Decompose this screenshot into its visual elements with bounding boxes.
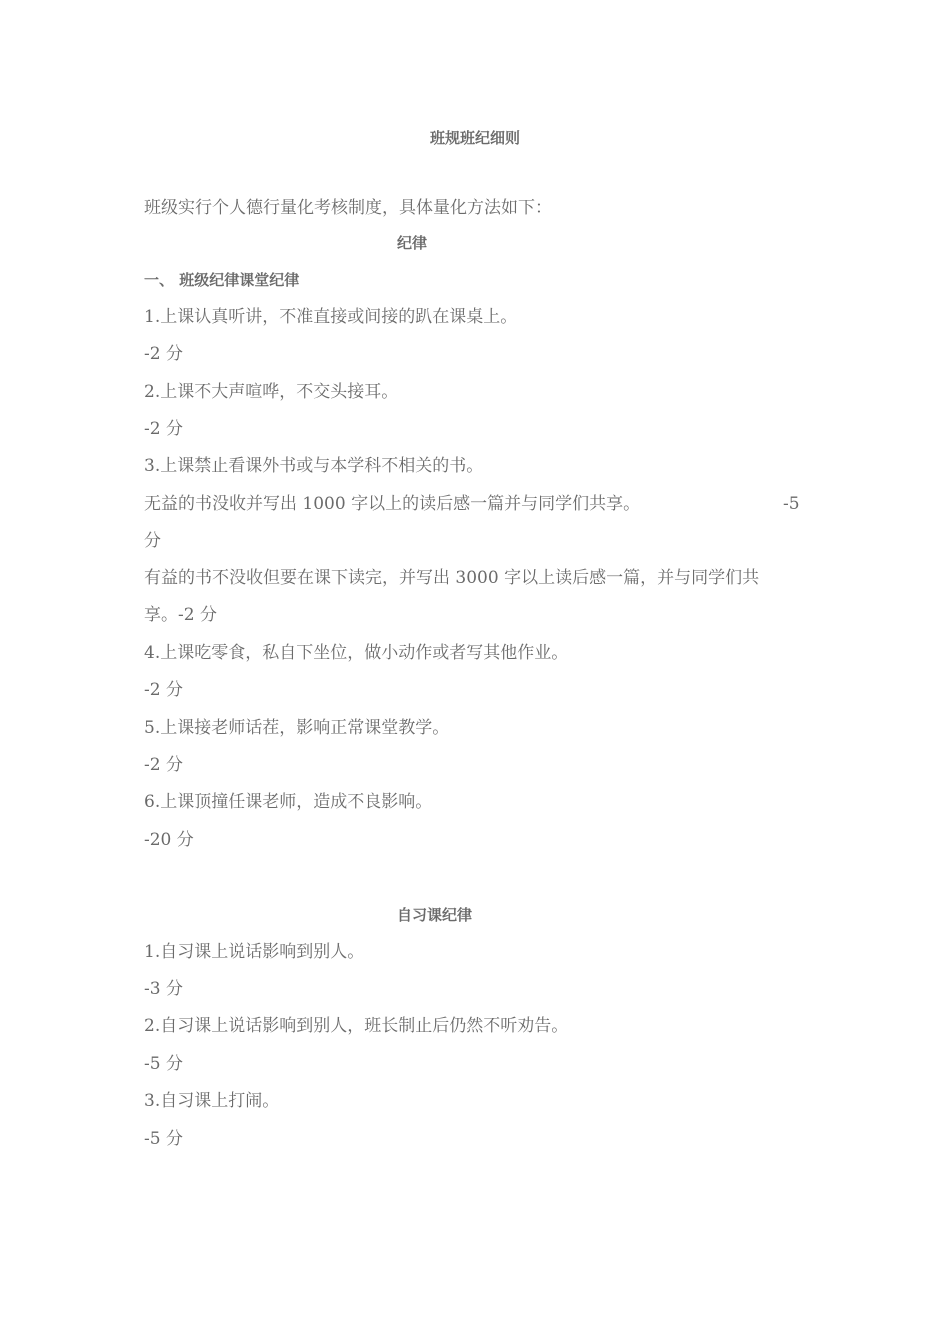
- rule-score: -2 分: [144, 755, 183, 775]
- rule-text: 享。-2 分: [144, 605, 217, 625]
- rule-score: -5 分: [144, 1129, 183, 1149]
- rule-score: 分: [144, 531, 161, 551]
- rule-score: -2 分: [144, 680, 183, 700]
- section-heading-discipline: 纪律: [397, 234, 428, 252]
- rule-score: -2 分: [144, 344, 183, 364]
- document-title: 班规班纪细则: [429, 129, 520, 147]
- rule-text: 1.自习课上说话影响到别人。: [144, 942, 365, 962]
- subsection-heading-class: 一、 班级纪律课堂纪律: [144, 271, 300, 289]
- rule-text: 1.上课认真听讲，不准直接或间接的趴在课桌上。: [144, 307, 518, 327]
- rule-text: 2.上课不大声喧哗，不交头接耳。: [144, 382, 399, 402]
- rule-text: 有益的书不没收但要在课下读完，并写出 3000 字以上读后感一篇，并与同学们共: [144, 568, 760, 588]
- rule-score: -2 分: [144, 419, 183, 439]
- rule-text: 3.上课禁止看课外书或与本学科不相关的书。: [144, 456, 484, 476]
- rule-score: -5: [783, 494, 800, 514]
- rule-text: 3.自习课上打闹。: [144, 1091, 280, 1111]
- rule-score: -20 分: [144, 830, 194, 850]
- intro-text: 班级实行个人德行量化考核制度，具体量化方法如下：: [144, 198, 552, 218]
- rule-text: 2.自习课上说话影响到别人，班长制止后仍然不听劝告。: [144, 1016, 569, 1036]
- rule-text: 6.上课顶撞任课老师，造成不良影响。: [144, 792, 433, 812]
- rule-score: -3 分: [144, 979, 183, 999]
- section-heading-selfstudy: 自习课纪律: [397, 906, 473, 924]
- rule-text: 无益的书没收并写出 1000 字以上的读后感一篇并与同学们共享。: [144, 494, 641, 514]
- rule-text: 4.上课吃零食，私自下坐位，做小动作或者写其他作业。: [144, 643, 569, 663]
- rule-score: -5 分: [144, 1054, 183, 1074]
- rule-text: 5.上课接老师话茬，影响正常课堂教学。: [144, 718, 450, 738]
